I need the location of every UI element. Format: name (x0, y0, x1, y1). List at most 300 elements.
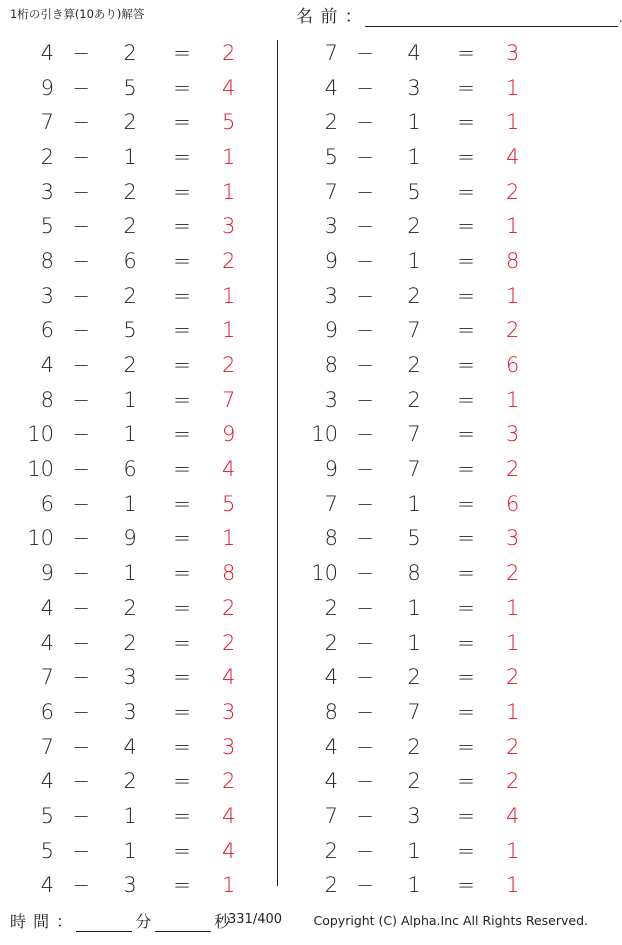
equals-icon: = (457, 769, 475, 794)
operand-b: 1 (123, 803, 137, 828)
operand-a: 4 (40, 595, 54, 620)
minus-icon: − (356, 248, 374, 273)
minus-icon: − (72, 595, 90, 620)
equals-icon: = (457, 40, 475, 65)
equation-row (284, 834, 561, 869)
operand-a: 4 (324, 665, 338, 690)
equation-row (0, 140, 277, 175)
operand-a: 8 (324, 699, 338, 724)
equals-icon: = (173, 699, 191, 724)
equals-icon: = (457, 699, 475, 724)
equation-row (284, 522, 561, 557)
operand-b: 1 (407, 595, 421, 620)
operand-b: 9 (123, 526, 137, 551)
operand-a: 3 (324, 214, 338, 239)
equals-icon: = (173, 873, 191, 898)
operand-b: 1 (407, 630, 421, 655)
answer-value: 1 (222, 318, 236, 343)
page-number: 331/400 (228, 912, 283, 927)
operand-b: 1 (123, 838, 137, 863)
page-header (0, 0, 622, 34)
equation-row (284, 105, 561, 140)
equation-row (284, 418, 561, 453)
operand-a: 2 (324, 630, 338, 655)
minus-icon: − (72, 179, 90, 204)
answer-value: 1 (506, 595, 520, 620)
equals-icon: = (457, 318, 475, 343)
operand-a: 2 (324, 595, 338, 620)
equals-icon: = (457, 561, 475, 586)
minus-icon: − (72, 873, 90, 898)
minus-icon: − (72, 75, 90, 100)
equation-row (0, 626, 277, 661)
operand-a: 7 (324, 491, 338, 516)
time-label: 時 間 ： (10, 912, 74, 931)
problems-area (0, 36, 600, 904)
equation-row (284, 140, 561, 175)
equation-row (284, 695, 561, 730)
minus-icon: − (72, 214, 90, 239)
operand-a: 6 (40, 699, 54, 724)
minus-icon: − (72, 526, 90, 551)
minus-icon: − (72, 803, 90, 828)
operand-a: 7 (324, 179, 338, 204)
equals-icon: = (457, 873, 475, 898)
problem-list-left (0, 36, 277, 903)
answer-value: 1 (506, 630, 520, 655)
answer-value: 2 (222, 630, 236, 655)
equals-icon: = (457, 353, 475, 378)
operand-a: 4 (324, 769, 338, 794)
equals-icon: = (173, 526, 191, 551)
minus-icon: − (72, 248, 90, 273)
equals-icon: = (457, 838, 475, 863)
answer-value: 4 (222, 803, 236, 828)
equals-icon: = (457, 665, 475, 690)
operand-a: 7 (324, 803, 338, 828)
operand-a: 3 (40, 283, 54, 308)
minus-icon: − (356, 144, 374, 169)
operand-a: 10 (311, 561, 338, 586)
answer-value: 4 (222, 457, 236, 482)
equation-row (0, 522, 277, 557)
operand-b: 6 (123, 248, 137, 273)
equals-icon: = (457, 387, 475, 412)
answer-value: 4 (222, 838, 236, 863)
minus-icon: − (72, 353, 90, 378)
operand-a: 8 (40, 248, 54, 273)
minus-icon: − (356, 40, 374, 65)
minutes-input[interactable] (76, 914, 132, 932)
operand-a: 7 (40, 665, 54, 690)
equation-row (284, 660, 561, 695)
equals-icon: = (173, 40, 191, 65)
operand-b: 2 (407, 283, 421, 308)
equation-row (0, 834, 277, 869)
equals-icon: = (457, 214, 475, 239)
minus-icon: − (72, 838, 90, 863)
answer-value: 1 (222, 179, 236, 204)
minus-icon: − (356, 734, 374, 759)
equation-row (284, 71, 561, 106)
answer-value: 7 (222, 387, 236, 412)
equation-row (284, 799, 561, 834)
equals-icon: = (173, 144, 191, 169)
operand-b: 2 (407, 665, 421, 690)
equals-icon: = (173, 561, 191, 586)
problem-column-left (0, 36, 277, 904)
page-title: 1桁の引き算(10あり)解答 (10, 7, 145, 21)
operand-b: 2 (123, 353, 137, 378)
answer-value: 4 (506, 144, 520, 169)
operand-b: 2 (123, 630, 137, 655)
equation-row (284, 452, 561, 487)
operand-a: 3 (324, 387, 338, 412)
equals-icon: = (173, 353, 191, 378)
operand-b: 2 (123, 214, 137, 239)
operand-b: 2 (123, 110, 137, 135)
minus-icon: − (356, 353, 374, 378)
minus-icon: − (72, 630, 90, 655)
answer-value: 4 (222, 75, 236, 100)
name-field-block (296, 2, 622, 27)
operand-a: 5 (324, 144, 338, 169)
minus-icon: − (72, 457, 90, 482)
answer-value: 4 (222, 665, 236, 690)
operand-b: 1 (123, 387, 137, 412)
equals-icon: = (173, 595, 191, 620)
answer-value: 1 (506, 283, 520, 308)
equation-row (0, 279, 277, 314)
equals-icon: = (457, 179, 475, 204)
equation-row (284, 487, 561, 522)
operand-b: 1 (123, 422, 137, 447)
operand-b: 3 (123, 665, 137, 690)
equation-row (0, 71, 277, 106)
operand-b: 4 (123, 734, 137, 759)
operand-a: 4 (40, 873, 54, 898)
equation-row (284, 314, 561, 349)
operand-b: 1 (407, 110, 421, 135)
answer-value: 8 (506, 248, 520, 273)
minus-icon: − (72, 422, 90, 447)
operand-b: 3 (123, 873, 137, 898)
operand-a: 8 (40, 387, 54, 412)
operand-a: 9 (324, 248, 338, 273)
operand-b: 1 (407, 248, 421, 273)
answer-value: 1 (506, 110, 520, 135)
operand-b: 1 (407, 873, 421, 898)
answer-value: 1 (506, 387, 520, 412)
equals-icon: = (173, 491, 191, 516)
equation-row (284, 244, 561, 279)
minus-icon: − (72, 318, 90, 343)
equals-icon: = (173, 803, 191, 828)
answer-value: 1 (506, 214, 520, 239)
operand-a: 3 (40, 179, 54, 204)
problem-list-right (284, 36, 561, 903)
minus-icon: − (356, 769, 374, 794)
answer-value: 3 (222, 214, 236, 239)
operand-a: 3 (324, 283, 338, 308)
equation-row (284, 556, 561, 591)
operand-a: 2 (324, 873, 338, 898)
equation-row (0, 799, 277, 834)
operand-b: 7 (407, 457, 421, 482)
answer-value: 2 (506, 734, 520, 759)
minus-icon: − (72, 110, 90, 135)
equals-icon: = (457, 526, 475, 551)
equation-row (0, 105, 277, 140)
operand-a: 9 (40, 75, 54, 100)
copyright-notice: Copyright (C) Alpha.Inc All Rights Reserved. (313, 913, 588, 928)
operand-a: 8 (324, 353, 338, 378)
operand-a: 7 (40, 110, 54, 135)
minus-icon: − (356, 526, 374, 551)
answer-value: 3 (222, 699, 236, 724)
minus-icon: − (356, 491, 374, 516)
answer-value: 1 (222, 283, 236, 308)
minus-icon: − (72, 734, 90, 759)
equation-row (284, 279, 561, 314)
equals-icon: = (457, 803, 475, 828)
operand-b: 1 (123, 561, 137, 586)
operand-b: 2 (123, 595, 137, 620)
equation-row (0, 244, 277, 279)
operand-a: 2 (40, 144, 54, 169)
answer-value: 2 (222, 595, 236, 620)
equals-icon: = (173, 838, 191, 863)
answer-value: 1 (506, 873, 520, 898)
operand-a: 7 (324, 40, 338, 65)
equals-icon: = (173, 214, 191, 239)
answer-value: 1 (506, 838, 520, 863)
minus-icon: − (72, 769, 90, 794)
minus-icon: − (72, 665, 90, 690)
equation-row (284, 175, 561, 210)
answer-value: 3 (506, 40, 520, 65)
answer-value: 2 (222, 769, 236, 794)
equals-icon: = (457, 283, 475, 308)
operand-b: 5 (123, 318, 137, 343)
operand-a: 6 (40, 491, 54, 516)
answer-value: 2 (506, 561, 520, 586)
equation-row (0, 348, 277, 383)
operand-a: 2 (324, 838, 338, 863)
operand-b: 2 (407, 214, 421, 239)
minus-icon: − (72, 283, 90, 308)
minus-icon: − (356, 179, 374, 204)
equals-icon: = (457, 248, 475, 273)
answer-value: 5 (222, 491, 236, 516)
operand-b: 3 (407, 75, 421, 100)
operand-b: 5 (407, 526, 421, 551)
equation-row (0, 869, 277, 904)
operand-b: 8 (407, 561, 421, 586)
equation-row (0, 487, 277, 522)
operand-a: 10 (27, 457, 54, 482)
equals-icon: = (173, 283, 191, 308)
operand-b: 5 (123, 75, 137, 100)
operand-a: 8 (324, 526, 338, 551)
operand-a: 5 (40, 838, 54, 863)
equals-icon: = (457, 110, 475, 135)
problem-column-right (284, 36, 561, 904)
answer-value: 1 (222, 526, 236, 551)
equals-icon: = (457, 595, 475, 620)
operand-a: 10 (27, 526, 54, 551)
operand-b: 2 (407, 734, 421, 759)
operand-b: 1 (407, 491, 421, 516)
answer-value: 2 (506, 665, 520, 690)
operand-a: 10 (27, 422, 54, 447)
equals-icon: = (173, 457, 191, 482)
operand-b: 3 (407, 803, 421, 828)
answer-value: 2 (506, 179, 520, 204)
operand-a: 4 (40, 40, 54, 65)
operand-a: 5 (40, 803, 54, 828)
equals-icon: = (173, 422, 191, 447)
minus-icon: − (356, 838, 374, 863)
equation-row (284, 591, 561, 626)
answer-value: 8 (222, 561, 236, 586)
answer-value: 3 (222, 734, 236, 759)
operand-a: 4 (40, 630, 54, 655)
column-divider (277, 40, 278, 886)
answer-value: 6 (506, 491, 520, 516)
equals-icon: = (173, 179, 191, 204)
answer-value: 2 (506, 769, 520, 794)
equation-row (284, 730, 561, 765)
minus-icon: − (356, 75, 374, 100)
equation-row (0, 209, 277, 244)
operand-b: 5 (407, 179, 421, 204)
answer-value: 5 (222, 110, 236, 135)
name-input[interactable] (365, 6, 618, 27)
minus-icon: − (356, 387, 374, 412)
equation-row (0, 418, 277, 453)
equation-row (284, 36, 561, 71)
answer-value: 2 (222, 248, 236, 273)
operand-a: 9 (40, 561, 54, 586)
equals-icon: = (457, 422, 475, 447)
operand-a: 5 (40, 214, 54, 239)
equation-row (0, 36, 277, 71)
operand-b: 2 (123, 40, 137, 65)
answer-value: 2 (222, 40, 236, 65)
seconds-unit: 秒 (214, 912, 232, 931)
equals-icon: = (457, 144, 475, 169)
minus-icon: − (72, 40, 90, 65)
operand-a: 2 (324, 110, 338, 135)
answer-value: 3 (506, 422, 520, 447)
equals-icon: = (457, 491, 475, 516)
operand-a: 4 (324, 75, 338, 100)
operand-b: 2 (407, 353, 421, 378)
answer-value: 9 (222, 422, 236, 447)
answer-value: 1 (506, 699, 520, 724)
name-period: . (618, 11, 622, 26)
seconds-input[interactable] (155, 914, 211, 932)
operand-b: 1 (123, 144, 137, 169)
minus-icon: − (356, 595, 374, 620)
answer-value: 1 (222, 144, 236, 169)
minus-icon: − (356, 803, 374, 828)
operand-b: 7 (407, 318, 421, 343)
answer-value: 1 (506, 75, 520, 100)
minus-icon: − (356, 630, 374, 655)
minus-icon: − (72, 387, 90, 412)
minus-icon: − (356, 283, 374, 308)
equation-row (0, 314, 277, 349)
equation-row (0, 591, 277, 626)
equals-icon: = (173, 630, 191, 655)
minus-icon: − (72, 144, 90, 169)
time-field-block (10, 909, 231, 932)
operand-a: 10 (311, 422, 338, 447)
minus-icon: − (356, 422, 374, 447)
equation-row (284, 626, 561, 661)
equals-icon: = (457, 457, 475, 482)
answer-value: 2 (506, 457, 520, 482)
minus-icon: − (356, 699, 374, 724)
operand-b: 6 (123, 457, 137, 482)
equation-row (0, 556, 277, 591)
operand-b: 2 (123, 179, 137, 204)
equals-icon: = (173, 769, 191, 794)
equals-icon: = (173, 75, 191, 100)
minus-icon: − (356, 110, 374, 135)
operand-b: 1 (123, 491, 137, 516)
operand-a: 9 (324, 318, 338, 343)
operand-b: 1 (407, 838, 421, 863)
equals-icon: = (173, 734, 191, 759)
equals-icon: = (457, 734, 475, 759)
equals-icon: = (457, 630, 475, 655)
answer-value: 6 (506, 353, 520, 378)
equation-row (284, 764, 561, 799)
equation-row (0, 730, 277, 765)
operand-b: 7 (407, 699, 421, 724)
operand-b: 3 (123, 699, 137, 724)
equals-icon: = (173, 248, 191, 273)
equation-row (0, 175, 277, 210)
operand-b: 7 (407, 422, 421, 447)
operand-b: 2 (407, 769, 421, 794)
operand-b: 2 (407, 387, 421, 412)
minus-icon: − (356, 561, 374, 586)
minutes-unit: 分 (135, 912, 153, 931)
name-label: 名 前 ： (296, 7, 363, 27)
minus-icon: − (72, 491, 90, 516)
equation-row (284, 383, 561, 418)
equation-row (284, 348, 561, 383)
operand-a: 4 (40, 353, 54, 378)
equals-icon: = (173, 110, 191, 135)
operand-b: 1 (407, 144, 421, 169)
operand-b: 2 (123, 769, 137, 794)
equation-row (284, 869, 561, 904)
page-footer (0, 903, 600, 945)
equals-icon: = (457, 75, 475, 100)
answer-value: 2 (506, 318, 520, 343)
equals-icon: = (173, 665, 191, 690)
answer-value: 1 (222, 873, 236, 898)
equation-row (284, 209, 561, 244)
minus-icon: − (72, 561, 90, 586)
operand-a: 7 (40, 734, 54, 759)
operand-b: 2 (123, 283, 137, 308)
